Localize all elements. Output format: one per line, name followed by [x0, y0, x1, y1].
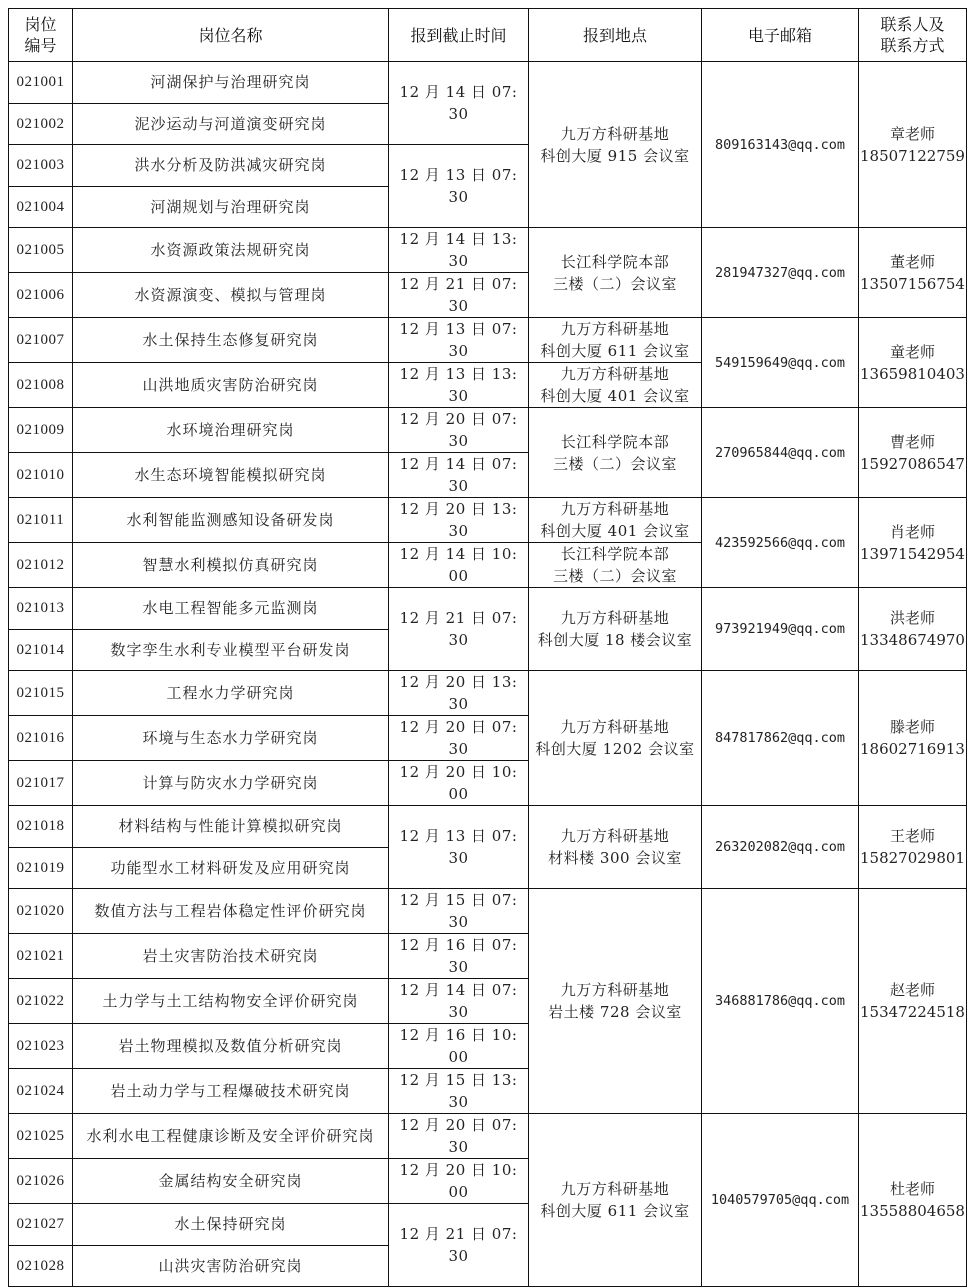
- location-cell: 九万方科研基地 科创大厦 401 会议室: [529, 498, 702, 543]
- email-cell: 270965844@qq.com: [702, 408, 859, 498]
- location-cell: 九万方科研基地 科创大厦 18 楼会议室: [529, 588, 702, 671]
- position-id: 021023: [9, 1024, 73, 1069]
- position-name: 数值方法与工程岩体稳定性评价研究岗: [73, 889, 389, 934]
- position-id: 021022: [9, 979, 73, 1024]
- position-id: 021020: [9, 889, 73, 934]
- deadline-cell: 12 月 20 日 07: 30: [389, 408, 529, 453]
- location-cell: 长江科学院本部 三楼（二）会议室: [529, 408, 702, 498]
- position-name: 岩土物理模拟及数值分析研究岗: [73, 1024, 389, 1069]
- position-id: 021007: [9, 318, 73, 363]
- position-id: 021016: [9, 716, 73, 761]
- position-name: 岩土动力学与工程爆破技术研究岗: [73, 1069, 389, 1114]
- table-row: [9, 1114, 967, 1159]
- position-id: 021002: [9, 103, 73, 145]
- position-name: 洪水分析及防洪减灾研究岗: [73, 145, 389, 187]
- position-name: 河湖保护与治理研究岗: [73, 62, 389, 104]
- header-location: 报到地点: [529, 9, 702, 62]
- deadline-cell: 12 月 15 日 13: 30: [389, 1069, 529, 1114]
- email-cell: 1040579705@qq.com: [702, 1114, 859, 1287]
- position-name: 水资源政策法规研究岗: [73, 228, 389, 273]
- contact-cell: 董老师 13507156754: [859, 228, 967, 318]
- deadline-cell: 12 月 15 日 07: 30: [389, 889, 529, 934]
- deadline-cell: 12 月 13 日 13: 30: [389, 363, 529, 408]
- deadline-cell: 12 月 21 日 07: 30: [389, 273, 529, 318]
- position-id: 021018: [9, 806, 73, 848]
- position-name: 水利水电工程健康诊断及安全评价研究岗: [73, 1114, 389, 1159]
- position-id: 021010: [9, 453, 73, 498]
- email-cell: 423592566@qq.com: [702, 498, 859, 588]
- position-name: 水利智能监测感知设备研发岗: [73, 498, 389, 543]
- header-position-name: 岗位名称: [73, 9, 389, 62]
- location-cell: 九万方科研基地 科创大厦 1202 会议室: [529, 671, 702, 806]
- position-name: 岩土灾害防治技术研究岗: [73, 934, 389, 979]
- position-id: 021027: [9, 1204, 73, 1246]
- header-deadline: 报到截止时间: [389, 9, 529, 62]
- deadline-cell: 12 月 13 日 07: 30: [389, 318, 529, 363]
- table-row: [9, 498, 967, 543]
- position-name: 泥沙运动与河道演变研究岗: [73, 103, 389, 145]
- position-id: 021005: [9, 228, 73, 273]
- position-name: 水土保持生态修复研究岗: [73, 318, 389, 363]
- position-id: 021012: [9, 543, 73, 588]
- email-cell: 973921949@qq.com: [702, 588, 859, 671]
- position-name: 金属结构安全研究岗: [73, 1159, 389, 1204]
- table-row: [9, 671, 967, 716]
- email-cell: 809163143@qq.com: [702, 62, 859, 228]
- position-id: 021008: [9, 363, 73, 408]
- table-row: [9, 889, 967, 934]
- contact-cell: 王老师 15827029801: [859, 806, 967, 889]
- position-name: 水土保持研究岗: [73, 1204, 389, 1246]
- deadline-cell: 12 月 13 日 07: 30: [389, 806, 529, 889]
- location-cell: 长江科学院本部 三楼（二）会议室: [529, 543, 702, 588]
- table-row: [9, 318, 967, 363]
- position-id: 021015: [9, 671, 73, 716]
- position-name: 环境与生态水力学研究岗: [73, 716, 389, 761]
- contact-cell: 肖老师 13971542954: [859, 498, 967, 588]
- deadline-cell: 12 月 14 日 13: 30: [389, 228, 529, 273]
- table-row: [9, 408, 967, 453]
- position-id: 021009: [9, 408, 73, 453]
- contact-cell: 曹老师 15927086547: [859, 408, 967, 498]
- contact-cell: 赵老师 15347224518: [859, 889, 967, 1114]
- position-name: 计算与防灾水力学研究岗: [73, 761, 389, 806]
- position-id: 021019: [9, 847, 73, 889]
- table-row: [9, 228, 967, 273]
- position-name: 工程水力学研究岗: [73, 671, 389, 716]
- contact-cell: 杜老师 13558804658: [859, 1114, 967, 1287]
- email-cell: 281947327@qq.com: [702, 228, 859, 318]
- deadline-cell: 12 月 20 日 10: 00: [389, 761, 529, 806]
- table-row: [9, 806, 967, 848]
- deadline-cell: 12 月 20 日 13: 30: [389, 671, 529, 716]
- deadline-cell: 12 月 21 日 07: 30: [389, 588, 529, 671]
- position-name: 山洪地质灾害防治研究岗: [73, 363, 389, 408]
- location-cell: 九万方科研基地 科创大厦 915 会议室: [529, 62, 702, 228]
- position-name: 数字孪生水利专业模型平台研发岗: [73, 629, 389, 671]
- location-cell: 九万方科研基地 科创大厦 611 会议室: [529, 1114, 702, 1287]
- header-row: [9, 9, 967, 62]
- position-name: 水环境治理研究岗: [73, 408, 389, 453]
- email-cell: 346881786@qq.com: [702, 889, 859, 1114]
- header-contact: 联系人及 联系方式: [859, 9, 967, 62]
- location-cell: 九万方科研基地 科创大厦 611 会议室: [529, 318, 702, 363]
- position-id: 021001: [9, 62, 73, 104]
- position-id: 021006: [9, 273, 73, 318]
- location-cell: 九万方科研基地 岩土楼 728 会议室: [529, 889, 702, 1114]
- email-cell: 847817862@qq.com: [702, 671, 859, 806]
- deadline-cell: 12 月 20 日 07: 30: [389, 716, 529, 761]
- position-id: 021024: [9, 1069, 73, 1114]
- position-id: 021004: [9, 186, 73, 228]
- deadline-cell: 12 月 14 日 07: 30: [389, 979, 529, 1024]
- position-id: 021026: [9, 1159, 73, 1204]
- deadline-cell: 12 月 20 日 07: 30: [389, 1114, 529, 1159]
- location-cell: 九万方科研基地 科创大厦 401 会议室: [529, 363, 702, 408]
- position-name: 功能型水工材料研发及应用研究岗: [73, 847, 389, 889]
- contact-cell: 章老师 18507122759: [859, 62, 967, 228]
- deadline-cell: 12 月 20 日 10: 00: [389, 1159, 529, 1204]
- header-position-id: 岗位 编号: [9, 9, 73, 62]
- deadline-cell: 12 月 14 日 10: 00: [389, 543, 529, 588]
- location-cell: 九万方科研基地 材料楼 300 会议室: [529, 806, 702, 889]
- table-row: [9, 588, 967, 630]
- deadline-cell: 12 月 20 日 13: 30: [389, 498, 529, 543]
- deadline-cell: 12 月 13 日 07: 30: [389, 145, 529, 228]
- position-id: 021028: [9, 1245, 73, 1287]
- position-id: 021025: [9, 1114, 73, 1159]
- position-name: 材料结构与性能计算模拟研究岗: [73, 806, 389, 848]
- header-email: 电子邮箱: [702, 9, 859, 62]
- position-name: 水资源演变、模拟与管理岗: [73, 273, 389, 318]
- position-id: 021021: [9, 934, 73, 979]
- deadline-cell: 12 月 14 日 07: 30: [389, 453, 529, 498]
- table-row: [9, 62, 967, 104]
- email-cell: 549159649@qq.com: [702, 318, 859, 408]
- position-name: 土力学与土工结构物安全评价研究岗: [73, 979, 389, 1024]
- position-id: 021003: [9, 145, 73, 187]
- deadline-cell: 12 月 14 日 07: 30: [389, 62, 529, 145]
- position-id: 021011: [9, 498, 73, 543]
- position-name: 智慧水利模拟仿真研究岗: [73, 543, 389, 588]
- contact-cell: 洪老师 13348674970: [859, 588, 967, 671]
- position-name: 水生态环境智能模拟研究岗: [73, 453, 389, 498]
- position-id: 021014: [9, 629, 73, 671]
- contact-cell: 童老师 13659810403: [859, 318, 967, 408]
- position-id: 021017: [9, 761, 73, 806]
- position-name: 山洪灾害防治研究岗: [73, 1245, 389, 1287]
- contact-cell: 滕老师 18602716913: [859, 671, 967, 806]
- deadline-cell: 12 月 21 日 07: 30: [389, 1204, 529, 1287]
- position-name: 河湖规划与治理研究岗: [73, 186, 389, 228]
- position-name: 水电工程智能多元监测岗: [73, 588, 389, 630]
- deadline-cell: 12 月 16 日 07: 30: [389, 934, 529, 979]
- email-cell: 263202082@qq.com: [702, 806, 859, 889]
- position-id: 021013: [9, 588, 73, 630]
- deadline-cell: 12 月 16 日 10: 00: [389, 1024, 529, 1069]
- recruitment-position-table: [8, 8, 967, 1287]
- location-cell: 长江科学院本部 三楼（二）会议室: [529, 228, 702, 318]
